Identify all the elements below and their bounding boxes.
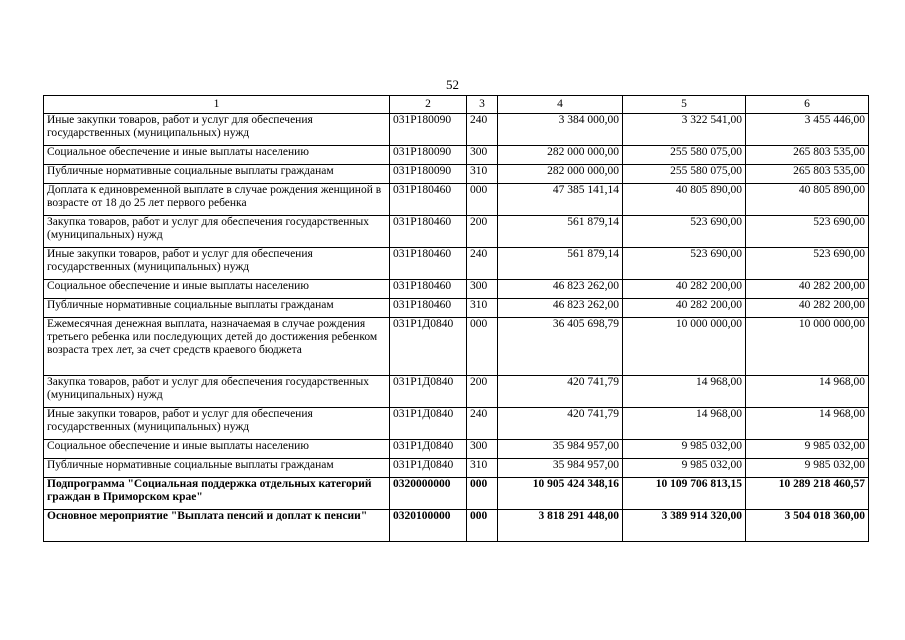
table-row bbox=[44, 318, 869, 376]
amount-col-6: 14 968,00 bbox=[746, 408, 869, 440]
column-header: 6 bbox=[746, 96, 869, 114]
header-row bbox=[44, 96, 869, 114]
amount-col-4: 3 818 291 448,00 bbox=[498, 510, 623, 542]
amount-col-4: 282 000 000,00 bbox=[498, 165, 623, 184]
target-code: 031Р180460 bbox=[390, 299, 467, 318]
table-row bbox=[44, 216, 869, 248]
amount-col-4: 46 823 262,00 bbox=[498, 299, 623, 318]
table-row bbox=[44, 299, 869, 318]
target-code: 031Р1Д0840 bbox=[390, 318, 467, 376]
expense-type-code: 300 bbox=[467, 146, 498, 165]
row-name: Ежемесячная денежная выплата, назначаемая в случае рождения третьего ребенка или последующих детей до достижения ребенком возраста трех лет, за счет средств краевого бюджета bbox=[44, 318, 390, 376]
expense-type-code: 000 bbox=[467, 184, 498, 216]
row-name: Публичные нормативные социальные выплаты гражданам bbox=[44, 165, 390, 184]
row-name: Основное мероприятие "Выплата пенсий и доплат к пенсии" bbox=[44, 510, 390, 542]
row-name: Подпрограмма "Социальная поддержка отдельных категорий граждан в Приморском крае" bbox=[44, 478, 390, 510]
amount-col-4: 47 385 141,14 bbox=[498, 184, 623, 216]
table-row bbox=[44, 146, 869, 165]
amount-col-6: 40 805 890,00 bbox=[746, 184, 869, 216]
amount-col-6: 40 282 200,00 bbox=[746, 299, 869, 318]
amount-col-5: 255 580 075,00 bbox=[623, 146, 746, 165]
target-code: 031Р1Д0840 bbox=[390, 408, 467, 440]
target-code: 031Р1Д0840 bbox=[390, 440, 467, 459]
amount-col-5: 40 282 200,00 bbox=[623, 280, 746, 299]
target-code: 031Р180460 bbox=[390, 248, 467, 280]
target-code: 0320100000 bbox=[390, 510, 467, 542]
table-row bbox=[44, 248, 869, 280]
amount-col-5: 523 690,00 bbox=[623, 248, 746, 280]
row-name: Доплата к единовременной выплате в случае рождения женщиной в возрасте от 18 до 25 лет первого ребенка bbox=[44, 184, 390, 216]
amount-col-6: 10 000 000,00 bbox=[746, 318, 869, 376]
row-name: Закупка товаров, работ и услуг для обеспечения государственных (муниципальных) нужд bbox=[44, 216, 390, 248]
table-row bbox=[44, 408, 869, 440]
row-name: Иные закупки товаров, работ и услуг для обеспечения государственных (муниципальных) нужд bbox=[44, 248, 390, 280]
expense-type-code: 310 bbox=[467, 459, 498, 478]
amount-col-4: 282 000 000,00 bbox=[498, 146, 623, 165]
table-row bbox=[44, 280, 869, 299]
expense-type-code: 300 bbox=[467, 280, 498, 299]
amount-col-5: 10 000 000,00 bbox=[623, 318, 746, 376]
row-name: Иные закупки товаров, работ и услуг для обеспечения государственных (муниципальных) нужд bbox=[44, 114, 390, 146]
amount-col-5: 40 805 890,00 bbox=[623, 184, 746, 216]
row-name: Закупка товаров, работ и услуг для обеспечения государственных (муниципальных) нужд bbox=[44, 376, 390, 408]
target-code: 031Р1Д0840 bbox=[390, 376, 467, 408]
amount-col-4: 420 741,79 bbox=[498, 376, 623, 408]
table-row bbox=[44, 165, 869, 184]
amount-col-6: 523 690,00 bbox=[746, 216, 869, 248]
expense-type-code: 240 bbox=[467, 408, 498, 440]
amount-col-6: 14 968,00 bbox=[746, 376, 869, 408]
target-code: 031Р180090 bbox=[390, 146, 467, 165]
amount-col-6: 9 985 032,00 bbox=[746, 440, 869, 459]
expense-type-code: 310 bbox=[467, 299, 498, 318]
expense-type-code: 000 bbox=[467, 510, 498, 542]
amount-col-4: 36 405 698,79 bbox=[498, 318, 623, 376]
table-row bbox=[44, 184, 869, 216]
expense-type-code: 240 bbox=[467, 114, 498, 146]
column-header: 3 bbox=[467, 96, 498, 114]
row-name: Иные закупки товаров, работ и услуг для обеспечения государственных (муниципальных) нужд bbox=[44, 408, 390, 440]
expense-type-code: 300 bbox=[467, 440, 498, 459]
amount-col-6: 3 504 018 360,00 bbox=[746, 510, 869, 542]
target-code: 031Р180090 bbox=[390, 114, 467, 146]
amount-col-4: 46 823 262,00 bbox=[498, 280, 623, 299]
table-row bbox=[44, 114, 869, 146]
amount-col-5: 523 690,00 bbox=[623, 216, 746, 248]
amount-col-5: 14 968,00 bbox=[623, 408, 746, 440]
amount-col-6: 3 455 446,00 bbox=[746, 114, 869, 146]
amount-col-5: 10 109 706 813,15 bbox=[623, 478, 746, 510]
target-code: 031Р180460 bbox=[390, 280, 467, 299]
page-number: 52 bbox=[446, 77, 459, 92]
amount-col-4: 561 879,14 bbox=[498, 216, 623, 248]
column-header: 2 bbox=[390, 96, 467, 114]
amount-col-5: 9 985 032,00 bbox=[623, 459, 746, 478]
amount-col-6: 10 289 218 460,57 bbox=[746, 478, 869, 510]
row-name: Публичные нормативные социальные выплаты гражданам bbox=[44, 459, 390, 478]
expense-type-code: 310 bbox=[467, 165, 498, 184]
table-row bbox=[44, 459, 869, 478]
target-code: 031Р180460 bbox=[390, 184, 467, 216]
amount-col-5: 40 282 200,00 bbox=[623, 299, 746, 318]
expense-type-code: 200 bbox=[467, 376, 498, 408]
expense-type-code: 240 bbox=[467, 248, 498, 280]
row-name: Социальное обеспечение и иные выплаты населению bbox=[44, 146, 390, 165]
column-header: 4 bbox=[498, 96, 623, 114]
column-header: 1 bbox=[44, 96, 390, 114]
table-row bbox=[44, 510, 869, 542]
expense-type-code: 000 bbox=[467, 318, 498, 376]
table-row bbox=[44, 376, 869, 408]
amount-col-5: 14 968,00 bbox=[623, 376, 746, 408]
amount-col-4: 35 984 957,00 bbox=[498, 440, 623, 459]
amount-col-4: 3 384 000,00 bbox=[498, 114, 623, 146]
target-code: 0320000000 bbox=[390, 478, 467, 510]
row-name: Социальное обеспечение и иные выплаты населению bbox=[44, 280, 390, 299]
column-header: 5 bbox=[623, 96, 746, 114]
amount-col-6: 40 282 200,00 bbox=[746, 280, 869, 299]
target-code: 031Р180460 bbox=[390, 216, 467, 248]
amount-col-5: 3 389 914 320,00 bbox=[623, 510, 746, 542]
budget-table bbox=[43, 95, 869, 542]
row-name: Социальное обеспечение и иные выплаты населению bbox=[44, 440, 390, 459]
amount-col-6: 265 803 535,00 bbox=[746, 146, 869, 165]
amount-col-6: 523 690,00 bbox=[746, 248, 869, 280]
table-row bbox=[44, 440, 869, 459]
amount-col-5: 9 985 032,00 bbox=[623, 440, 746, 459]
amount-col-5: 3 322 541,00 bbox=[623, 114, 746, 146]
amount-col-4: 35 984 957,00 bbox=[498, 459, 623, 478]
row-name: Публичные нормативные социальные выплаты гражданам bbox=[44, 299, 390, 318]
amount-col-5: 255 580 075,00 bbox=[623, 165, 746, 184]
target-code: 031Р1Д0840 bbox=[390, 459, 467, 478]
amount-col-6: 9 985 032,00 bbox=[746, 459, 869, 478]
amount-col-6: 265 803 535,00 bbox=[746, 165, 869, 184]
target-code: 031Р180090 bbox=[390, 165, 467, 184]
amount-col-4: 561 879,14 bbox=[498, 248, 623, 280]
amount-col-4: 10 905 424 348,16 bbox=[498, 478, 623, 510]
table-row bbox=[44, 478, 869, 510]
expense-type-code: 200 bbox=[467, 216, 498, 248]
amount-col-4: 420 741,79 bbox=[498, 408, 623, 440]
expense-type-code: 000 bbox=[467, 478, 498, 510]
